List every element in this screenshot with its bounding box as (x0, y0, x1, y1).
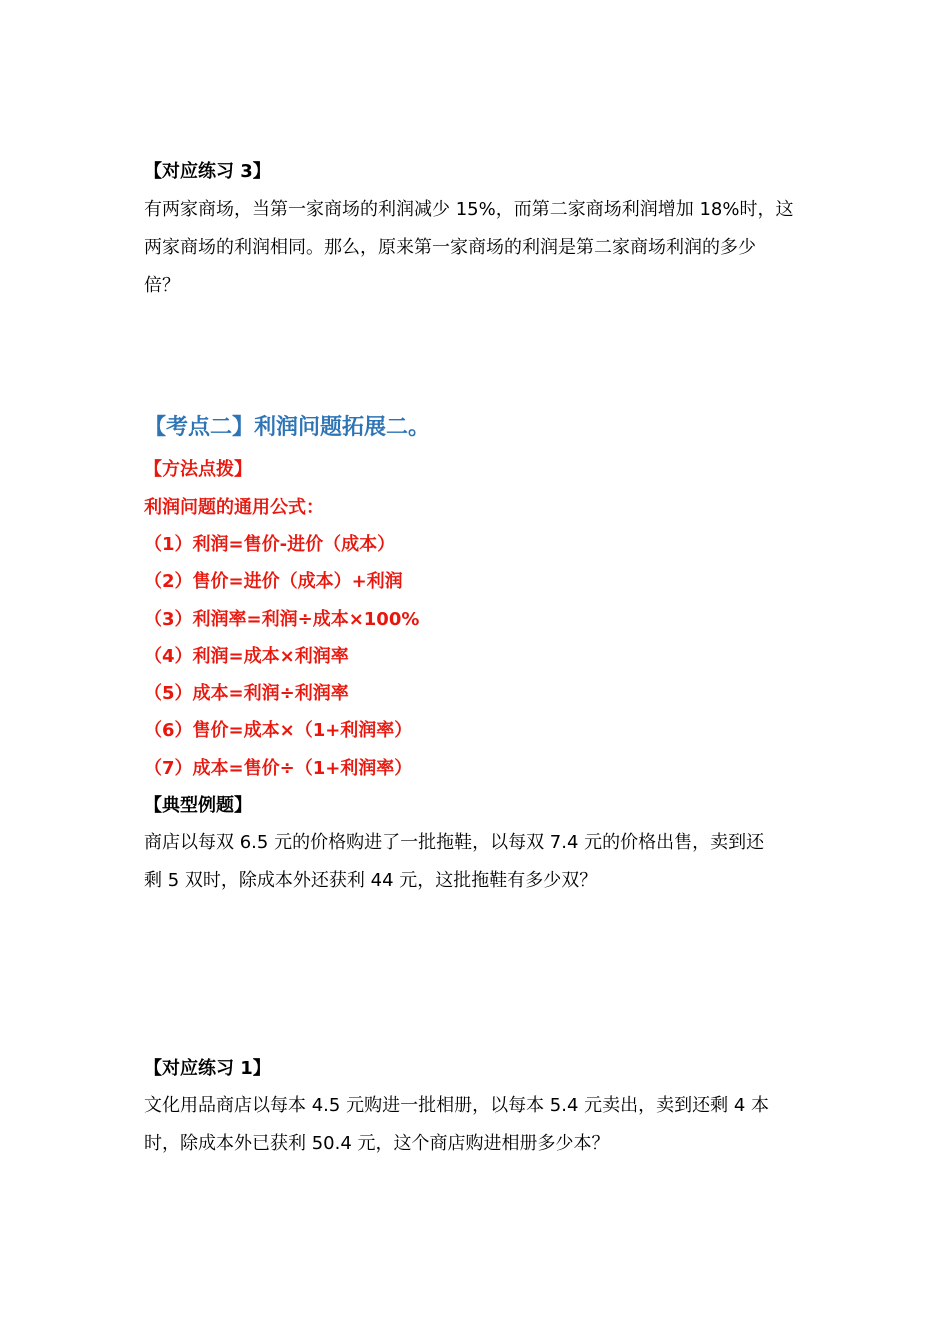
practice1-question (144, 1087, 810, 1163)
practice3-question (144, 191, 810, 305)
formula-item: （7）成本=售价÷（1+利润率） (144, 757, 413, 779)
formula-item: （6）售价=成本×（1+利润率） (144, 720, 413, 742)
formula-intro: 利润问题的通用公式： (144, 497, 324, 518)
method-heading: 【方法点拨】 (144, 459, 252, 480)
formula-item: （2）售价=进价（成本）+利润 (144, 571, 403, 593)
practice3-line: 倍？ (144, 275, 180, 296)
practice1-line: 时，除成本外已获利 50.4 元，这个商店购进相册多少本？ (144, 1133, 610, 1154)
topic-title: 【考点二】利润问题拓展二。 (144, 415, 431, 440)
example-heading: 【典型例题】 (144, 795, 252, 816)
formula-item: （1）利润=售价-进价（成本） (144, 534, 396, 555)
formula-item: （5）成本=利润÷利润率 (144, 683, 349, 705)
formula-item: （4）利润=成本×利润率 (144, 645, 349, 667)
formula-list (144, 533, 810, 794)
practice3-line: 两家商场的利润相同。那么，原来第一家商场的利润是第二家商场利润的多少 (144, 237, 756, 258)
formula-item: （3）利润率=利润÷成本×100% (144, 608, 420, 630)
example-question (144, 824, 810, 900)
example-line: 商店以每双 6.5 元的价格购进了一批拖鞋，以每双 7.4 元的价格出售，卖到还 (144, 832, 765, 853)
practice3-line: 有两家商场，当第一家商场的利润减少 15%，而第二家商场利润增加 18%时，这 (144, 199, 794, 220)
practice1-line: 文化用品商店以每本 4.5 元购进一批相册，以每本 5.4 元卖出，卖到还剩 4 本 (144, 1095, 770, 1116)
example-line: 剩 5 双时，除成本外还获利 44 元，这批拖鞋有多少双？ (144, 870, 598, 891)
practice3-heading: 【对应练习 3】 (144, 161, 271, 182)
practice1-heading: 【对应练习 1】 (144, 1058, 271, 1079)
